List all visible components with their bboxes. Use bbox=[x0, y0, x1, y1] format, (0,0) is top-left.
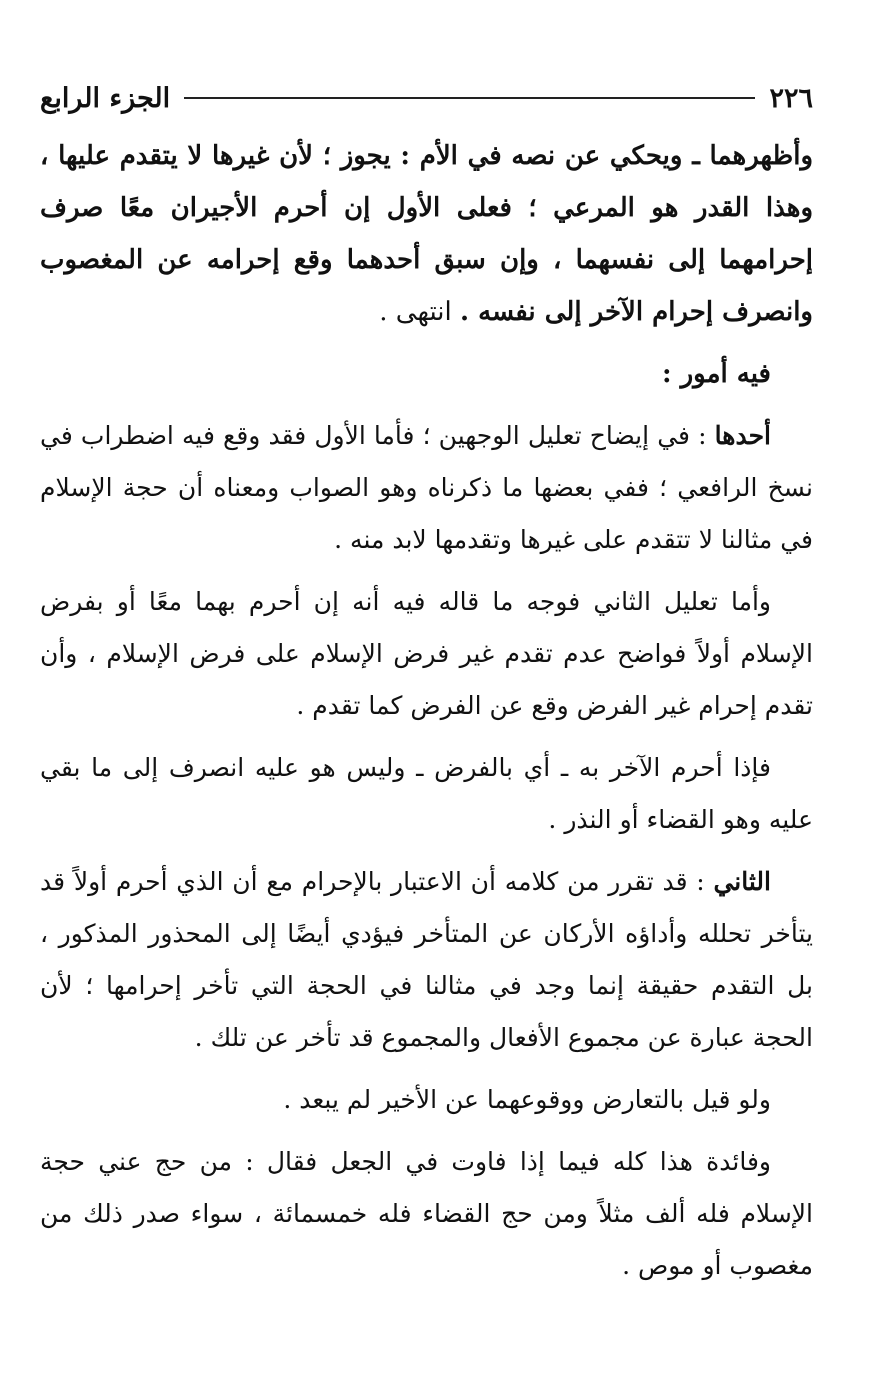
page-body bbox=[40, 130, 813, 1292]
paragraph-text: : في إيضاح تعليل الوجهين ؛ فأما الأول فقد وقع فيه اضطراب في نسخ الرافعي ؛ ففي بعضها ما ذكرناه وهو الصواب ومعناه أن حجة الإسلام في مثالنا لا تتقدم على غيرها وتقدمها لابد منه . bbox=[40, 421, 813, 554]
section-heading: فيه أمور : bbox=[661, 359, 771, 389]
paragraph-lead: أحدها bbox=[714, 421, 771, 450]
paragraph-second-reason: وأما تعليل الثاني فوجه ما قاله فيه أنه إن أحرم بهما معًا أو بفرض الإسلام أولاً فواضح عدم تقدم غير فرض الإسلام على فرض الإسلام ، وأن تقدم إحرام غير الفرض وقع عن الفرض كما تقدم . bbox=[40, 587, 813, 720]
page-number: ٢٢٦ bbox=[769, 82, 813, 114]
paragraph-text: : قد تقرر من كلامه أن الاعتبار بالإحرام مع أن الذي أحرم أولاً قد يتأخر تحلله وأداؤه الأركان عن المتأخر فيؤدي أيضًا إلى المحذور المذكور ، بل التقدم حقيقة إنما وجد في مثالنا في الحجة التي تأخر إحرامها ؛ لأن الحجة عبارة عن مجموع الأفعال والمجموع قد تأخر عن تلك . bbox=[40, 867, 813, 1052]
paragraph-conflict: ولو قيل بالتعارض ووقوعهما عن الأخير لم يبعد . bbox=[283, 1085, 771, 1114]
quoted-text: وأظهرهما ـ ويحكي عن نصه في الأم : يجوز ؛ لأن غيرها لا يتقدم عليها ، وهذا القدر هو المرعي ؛ فعلى الأول إن أحرم الأجيران معًا صرف إحرامهما إلى نفسهما ، وإن سبق أحدهما وقع إحرامه عن المغصوب وانصرف إحرام الآخر إلى نفسه . bbox=[40, 141, 813, 327]
paragraph-later-ihram: فإذا أحرم الآخر به ـ أي بالفرض ـ وليس هو عليه انصرف إلى ما بقي عليه وهو القضاء أو النذر . bbox=[40, 753, 813, 834]
header-rule bbox=[184, 97, 755, 99]
page-header bbox=[40, 78, 813, 118]
paragraph-first-matter bbox=[40, 410, 813, 566]
quoted-paragraph bbox=[40, 130, 813, 338]
running-title: الجزء الرابع bbox=[40, 82, 171, 114]
end-of-quote-marker: انتهى . bbox=[379, 297, 461, 327]
paragraph-lead: الثاني bbox=[713, 867, 771, 896]
paragraph-second-matter bbox=[40, 856, 813, 1064]
paragraph-benefit: وفائدة هذا كله فيما إذا فاوت في الجعل فقال : من حج عني حجة الإسلام فله ألف مثلاً ومن حج القضاء فله خمسمائة ، سواء صدر ذلك من مغصوب أو موص . bbox=[40, 1147, 813, 1280]
